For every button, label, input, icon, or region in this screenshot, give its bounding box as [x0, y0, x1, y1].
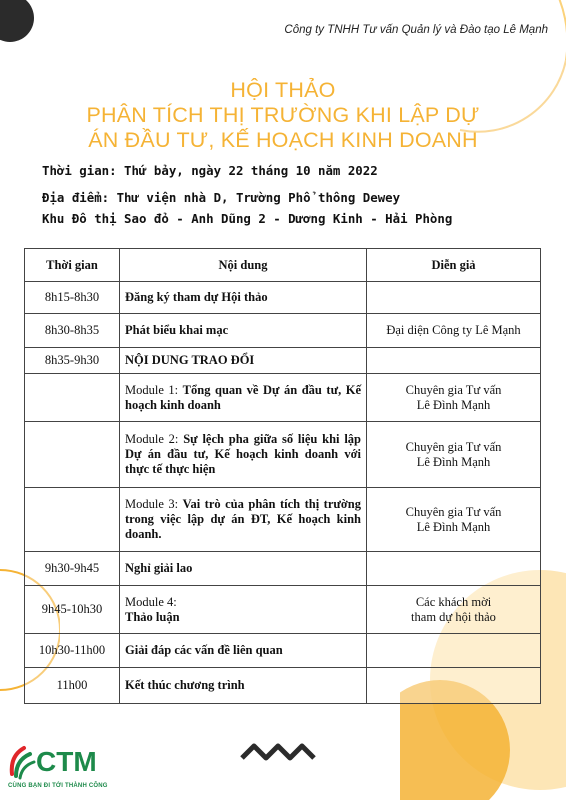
speaker-role: Chuyên gia Tư vấn: [405, 382, 502, 397]
row-content: [120, 422, 367, 488]
speaker-role: Chuyên gia Tư vấn: [405, 439, 502, 454]
event-info: [42, 160, 452, 229]
logo-name: CTM: [36, 746, 97, 777]
row-content: Giải đáp các vấn đề liên quan: [120, 634, 367, 668]
module-label: Module 2:: [125, 432, 184, 446]
row-time: 10h30-11h00: [25, 634, 120, 668]
module-title: Vai trò của phân tích thị trường trong việc lập dự án ĐT, Kế hoạch kinh doanh.: [125, 497, 362, 541]
table-row: [25, 314, 541, 348]
header-speaker: Diễn giả: [367, 249, 541, 282]
row-speaker: [367, 374, 541, 422]
row-content: Kết thúc chương trình: [120, 668, 367, 704]
row-content: [120, 586, 367, 634]
table-row: [25, 422, 541, 488]
row-time: 8h15-8h30: [25, 282, 120, 314]
speaker-name: tham dự hội thảo: [411, 609, 496, 624]
speaker-role: Chuyên gia Tư vấn: [405, 504, 502, 519]
row-time: 11h00: [25, 668, 120, 704]
title-line-2: PHÂN TÍCH THỊ TRƯỜNG KHI LẬP DỰ: [86, 103, 480, 127]
company-name: Công ty TNHH Tư vấn Quản lý và Đào tạo Lê Mạnh: [284, 24, 548, 36]
table-row: [25, 282, 541, 314]
module-title: Thảo luận: [125, 609, 180, 624]
corner-dark-circle: [0, 0, 40, 50]
event-address: Khu Đô thị Sao đỏ - Anh Dũng 2 - Dương Kinh - Hải Phòng: [42, 211, 453, 226]
row-speaker: [367, 634, 541, 668]
header-content: Nội dung: [120, 249, 367, 282]
row-speaker: [367, 282, 541, 314]
speaker-role: Các khách mời: [415, 594, 492, 609]
title-line-1: HỘI THẢO: [230, 78, 336, 102]
zigzag-decoration: [240, 740, 320, 764]
module-title: Tổng quan về Dự án đầu tư, Kế hoạch kinh doanh: [125, 382, 362, 412]
row-content: Đăng ký tham dự Hội thảo: [120, 282, 367, 314]
row-time: 8h35-9h30: [25, 348, 120, 374]
row-time: 9h30-9h45: [25, 552, 120, 586]
row-speaker: [367, 668, 541, 704]
row-content: Phát biểu khai mạc: [120, 314, 367, 348]
speaker-name: Lê Đình Mạnh: [416, 397, 491, 412]
row-speaker: [367, 422, 541, 488]
row-content: [120, 374, 367, 422]
module-title: Sự lệch pha giữa số liệu khi lập Dự án đầu tư, Kế hoạch kinh doanh với thực tế thực hiện: [125, 432, 361, 476]
row-time: [25, 422, 120, 488]
row-time: [25, 374, 120, 422]
event-location: Địa điểm: Thư viện nhà D, Trường Phổ thông Dewey: [42, 190, 401, 205]
module-label: Module 1:: [125, 382, 183, 397]
row-content: Nghỉ giải lao: [120, 552, 367, 586]
schedule-table: [24, 248, 541, 704]
row-speaker: [367, 488, 541, 552]
row-time: 9h45-10h30: [25, 586, 120, 634]
row-speaker: [367, 552, 541, 586]
table-row: [25, 348, 541, 374]
table-row: [25, 488, 541, 552]
speaker-name: Lê Đình Mạnh: [416, 519, 491, 534]
row-time: [25, 488, 120, 552]
ctm-logo-mark: [8, 744, 38, 782]
event-time: Thời gian: Thứ bảy, ngày 22 tháng 10 năm 2022: [42, 163, 378, 178]
row-speaker: Đại diện Công ty Lê Mạnh: [367, 314, 541, 348]
table-row: [25, 634, 541, 668]
seminar-title: [0, 78, 566, 153]
table-header-row: [25, 249, 541, 282]
row-time: 8h30-8h35: [25, 314, 120, 348]
row-speaker: [367, 348, 541, 374]
row-speaker: [367, 586, 541, 634]
module-label: Module 4:: [125, 594, 177, 609]
row-content: [120, 488, 367, 552]
table-row: [25, 586, 541, 634]
module-label: Module 3:: [125, 497, 183, 511]
header-time: Thời gian: [25, 249, 120, 282]
table-row: [25, 552, 541, 586]
title-line-3: ÁN ĐẦU TƯ, KẾ HOẠCH KINH DOANH: [88, 128, 478, 152]
table-row: [25, 374, 541, 422]
row-content: NỘI DUNG TRAO ĐỔI: [120, 348, 367, 374]
speaker-name: Lê Đình Mạnh: [416, 454, 491, 469]
logo-tagline: CÙNG BẠN ĐI TỚI THÀNH CÔNG: [8, 783, 108, 789]
table-row: [25, 668, 541, 704]
